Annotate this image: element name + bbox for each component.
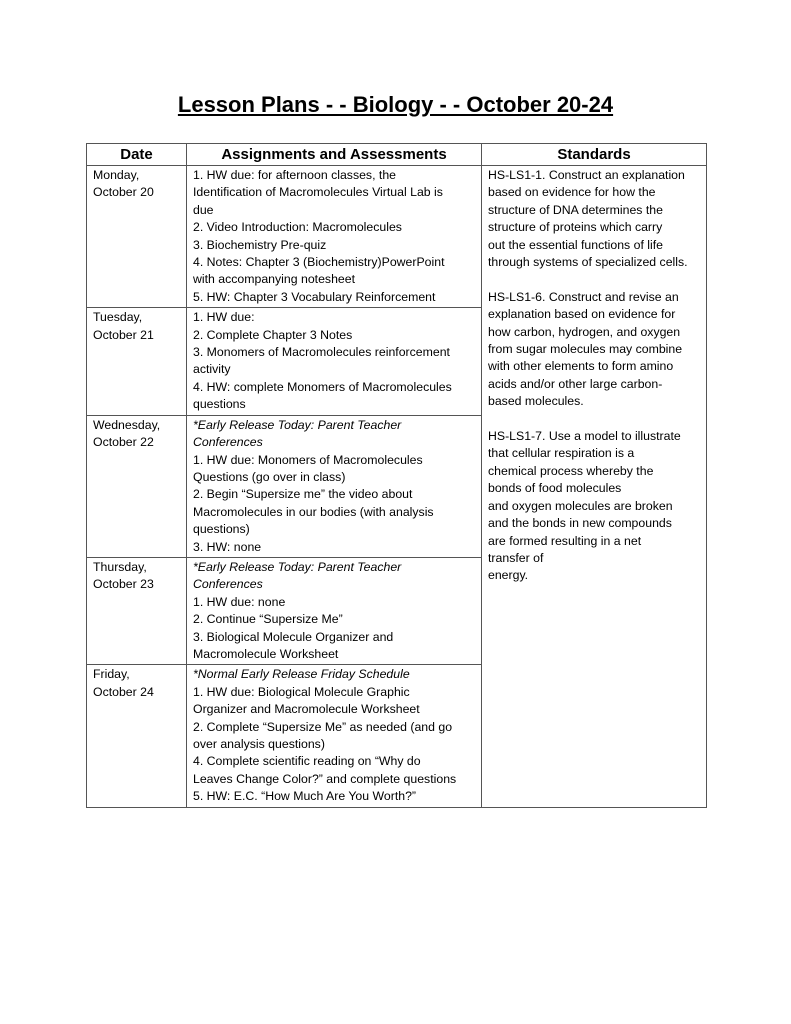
standard-hs-ls1-6 [488,289,702,411]
lesson-plan-table [86,143,707,808]
standard-line: from sugar molecules may combine [488,342,683,357]
standard-line: HS-LS1-1. Construct an explanation [488,168,685,182]
standard-line: how carbon, hydrogen, and oxygen [488,324,681,339]
standard-line: energy. [488,568,529,583]
standard-hs-ls1-1 [488,167,702,271]
standard-line: explanation based on evidence for [488,307,676,322]
assignment-line: Macromolecules in our bodies (with analysis [193,504,434,519]
schedule-note: *Normal Early Release Friday Schedule [193,667,410,682]
date-cell [87,308,187,415]
standard-line: based on evidence for how the [488,185,656,200]
date-label: October 20 [93,185,154,200]
assignment-line: 4. HW: complete Monomers of Macromolecules [193,379,452,394]
day-label: Tuesday, [93,310,143,325]
header-date: Date [87,144,187,166]
day-label: Thursday, [93,559,147,574]
assignment-line: 2. Video Introduction: Macromolecules [193,220,402,235]
assignment-line: 2. Complete Chapter 3 Notes [193,327,353,342]
standard-line: transfer of [488,550,544,565]
standard-line: structure of DNA determines the [488,202,663,217]
standard-line: with other elements to form amino [488,359,674,374]
header-standards: Standards [482,144,707,166]
day-label: Wednesday, [93,417,161,432]
assignment-line: due [193,202,214,217]
early-release-note: *Early Release Today: Parent Teacher [193,417,402,432]
assignment-line: 4. Notes: Chapter 3 (Biochemistry)PowerPoint [193,255,445,270]
assignments-cell [187,557,482,664]
date-cell [87,415,187,557]
assignments-cell [187,665,482,807]
assignment-line: 3. Biochemistry Pre-quiz [193,237,327,252]
assignment-line: 1. HW due: Monomers of Macromolecules [193,452,423,467]
standard-line: and the bonds in new compounds [488,516,672,531]
standard-line: based molecules. [488,394,584,409]
date-cell [87,166,187,308]
assignment-line: over analysis questions) [193,737,325,751]
assignment-line: 5. HW: Chapter 3 Vocabulary Reinforcement [193,289,436,304]
assignment-line: Macromolecule Worksheet [193,646,339,661]
assignment-line: 3. Biological Molecule Organizer and [193,629,394,644]
date-label: October 24 [93,684,154,699]
assignment-line: questions [193,397,246,412]
assignment-line: questions) [193,522,250,537]
assignments-cell [187,166,482,308]
early-release-note: Conferences [193,577,263,592]
assignment-line: 3. Monomers of Macromolecules reinforcement [193,345,450,360]
assignment-line: 1. HW due: Biological Molecule Graphic [193,684,410,699]
assignment-line: 5. HW: E.C. “How Much Are You Worth?” [193,789,417,804]
standard-line: chemical process whereby the [488,463,654,478]
assignment-line: Identification of Macromolecules Virtual Lab is [193,185,443,200]
assignment-line: 1. HW due: [193,310,255,325]
early-release-note: *Early Release Today: Parent Teacher [193,559,402,574]
day-label: Monday, [93,168,140,182]
day-label: Friday, [93,667,130,682]
assignment-line: with accompanying notesheet [193,272,356,287]
assignment-line: Organizer and Macromolecule Worksheet [193,702,420,717]
header-assignments: Assignments and Assessments [187,144,482,166]
standard-line: through systems of specialized cells. [488,255,688,270]
early-release-note: Conferences [193,435,263,450]
assignment-line: activity [193,362,231,377]
assignment-line: 2. Complete “Supersize Me” as needed (and go [193,719,453,734]
standards-cell [482,166,707,808]
date-cell [87,665,187,807]
standard-line: acids and/or other large carbon- [488,376,663,391]
assignment-line: 1. HW due: for afternoon classes, the [193,168,397,182]
assignment-line: 3. HW: none [193,539,262,554]
assignments-cell [187,308,482,415]
assignments-cell [187,415,482,557]
date-cell [87,557,187,664]
standard-line: bonds of food molecules [488,481,622,496]
standard-line: out the essential functions of life [488,237,663,252]
standard-line: are formed resulting in a net [488,533,642,548]
date-label: October 23 [93,577,154,592]
standard-line: structure of proteins which carry [488,220,663,235]
table-row [87,166,707,308]
standard-line: HS-LS1-7. Use a model to illustrate [488,429,681,444]
assignment-line: 2. Begin “Supersize me” the video about [193,487,413,502]
standard-hs-ls1-7 [488,428,702,585]
page-title: Lesson Plans - - Biology - - October 20-24 [177,92,614,117]
standard-line: and oxygen molecules are broken [488,498,673,513]
date-label: October 21 [93,327,154,342]
assignment-line: 4. Complete scientific reading on “Why do [193,754,421,769]
assignment-line: Leaves Change Color?” and complete questions [193,771,457,786]
header-row [87,144,707,166]
standard-line: that cellular respiration is a [488,446,635,461]
date-label: October 22 [93,435,154,450]
assignment-line: 1. HW due: none [193,594,286,609]
assignment-line: Questions (go over in class) [193,469,346,484]
assignment-line: 2. Continue “Supersize Me” [193,612,343,627]
standard-line: HS-LS1-6. Construct and revise an [488,289,679,304]
